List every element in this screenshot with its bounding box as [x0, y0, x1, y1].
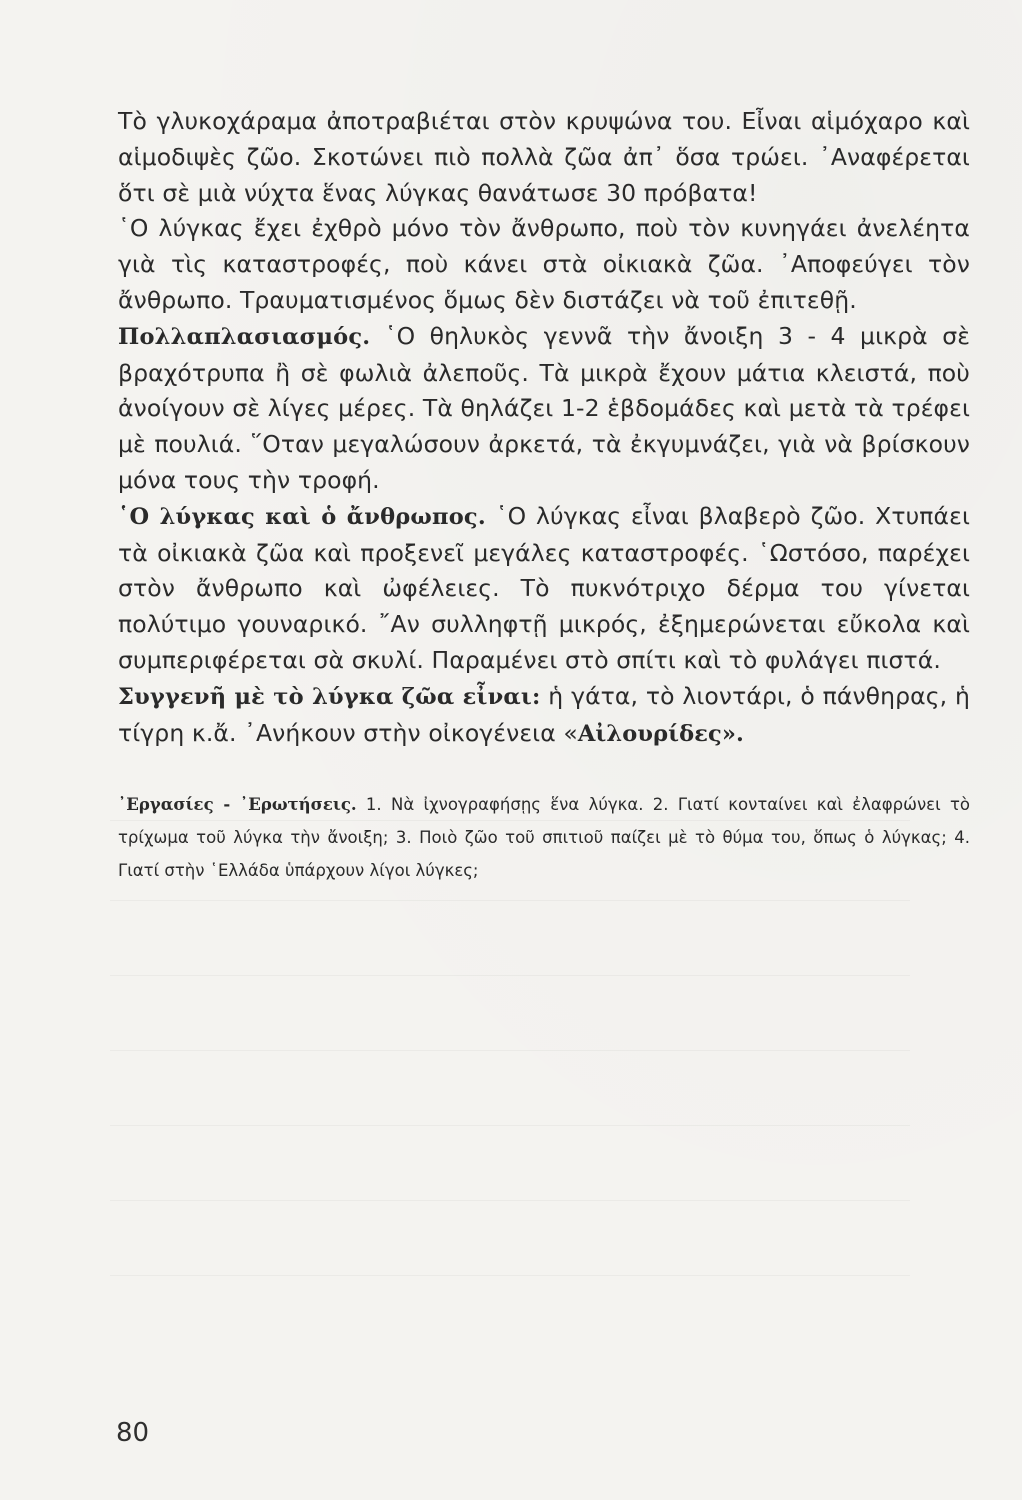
bleed-through-line: [110, 900, 910, 901]
exercises-text: 1. Νὰ ἰχνογραφήσῃς ἕνα λύγκα. 2. Γιατί κονταίνει καὶ ἐλαφρώνει τὸ τρίχωμα τοῦ λύγκα τὴν ἄνοιξη; 3. Ποιὸ ζῶο τοῦ σπιτιοῦ παίζει μὲ τὸ θύμα του, ὅπως ὁ λύγκας; 4. Γιατί στὴν ῾Ελλάδα ὑπάρχουν λίγοι λύγκες;: [118, 795, 970, 880]
reproduction-heading: Πολλαπλασιασμός.: [118, 323, 371, 350]
exercises-block: [118, 788, 970, 887]
paragraph-reproduction: [118, 319, 970, 499]
bleed-through-line: [110, 975, 910, 976]
paragraph-enemy: [118, 211, 970, 318]
paragraph-related: [118, 679, 970, 753]
bleed-through-line: [110, 1275, 910, 1276]
human-text: ῾Ο λύγκας εἶναι βλαβερὸ ζῶο. Χτυπάει τὰ οἰκιακὰ ζῶα καὶ προξενεῖ μεγάλες καταστροφές. ῾Ωστόσο, παρέχει στὸν ἄνθρωπο καὶ ὠφέλειες. Τὸ πυκνότριχο δέρμα του γίνεται πολύτιμο γουναρικό. ῎Αν συλληφτῇ μικρός, ἐξημερώνεται εὔκολα καὶ συμπεριφέρεται σὰ σκυλί. Παραμένει στὸ σπίτι καὶ τὸ φυλάγει πιστά.: [118, 501, 970, 674]
exercises-heading: ᾿Εργασίες - ᾿Ερωτήσεις.: [118, 795, 357, 814]
related-text-end: ».: [721, 720, 744, 747]
related-text: ἡ γάτα, τὸ λιοντάρι, ὁ πάνθηρας, ἡ τίγρη κ.ἄ. ᾿Ανήκουν στὴν οἰκογένεια «: [118, 681, 970, 747]
paragraph-human: [118, 499, 970, 679]
main-text: [118, 104, 970, 752]
family-name: Αἰλουρίδες: [577, 720, 722, 747]
paragraph-intro: [118, 104, 970, 211]
reproduction-text: ῾Ο θηλυκὸς γεννᾶ τὴν ἄνοιξη 3 - 4 μικρὰ σὲ βραχότρυπα ἢ σὲ φωλιὰ ἀλεποῦς. Τὰ μικρὰ ἔχουν μάτια κλειστά, ποὺ ἀνοίγουν σὲ λίγες μέρες. Τὰ θηλάζει 1-2 ἑβδομάδες καὶ μετὰ τὰ τρέφει μὲ πουλιά. ῞Οταν μεγαλώσουν ἀρκετά, τὰ ἐκγυμνάζει, γιὰ νὰ βρίσκουν μόνα τους τὴν τροφή.: [118, 321, 970, 494]
related-heading: Συγγενῆ μὲ τὸ λύγκα ζῶα εἶναι:: [118, 683, 541, 710]
paragraph-1-text: Τὸ γλυκοχάραμα ἀποτραβιέται στὸν κρυψώνα του. Εἶναι αἱμόχαρο καὶ αἱμοδιψὲς ζῶο. Σκοτώνει πιὸ πολλὰ ζῶα ἀπ᾿ ὅσα τρώει. ᾿Αναφέρεται ὅτι σὲ μιὰ νύχτα ἕνας λύγκας θανάτωσε 30 πρόβατα!: [118, 107, 970, 207]
page-number: 80: [116, 1418, 150, 1448]
bleed-through-line: [110, 1200, 910, 1201]
paragraph-2-text: ῾Ο λύγκας ἔχει ἐχθρὸ μόνο τὸν ἄνθρωπο, ποὺ τὸν κυνηγάει ἀνελέητα γιὰ τὶς καταστροφές, ποὺ κάνει στὰ οἰκιακὰ ζῶα. ᾿Αποφεύγει τὸν ἄνθρωπο. Τραυματισμένος ὅμως δὲν διστάζει νὰ τοῦ ἐπιτεθῇ.: [118, 214, 970, 314]
bleed-through-line: [110, 1125, 910, 1126]
bleed-through-line: [110, 1050, 910, 1051]
human-heading: ῾Ο λύγκας καὶ ὁ ἄνθρωπος.: [118, 503, 486, 530]
